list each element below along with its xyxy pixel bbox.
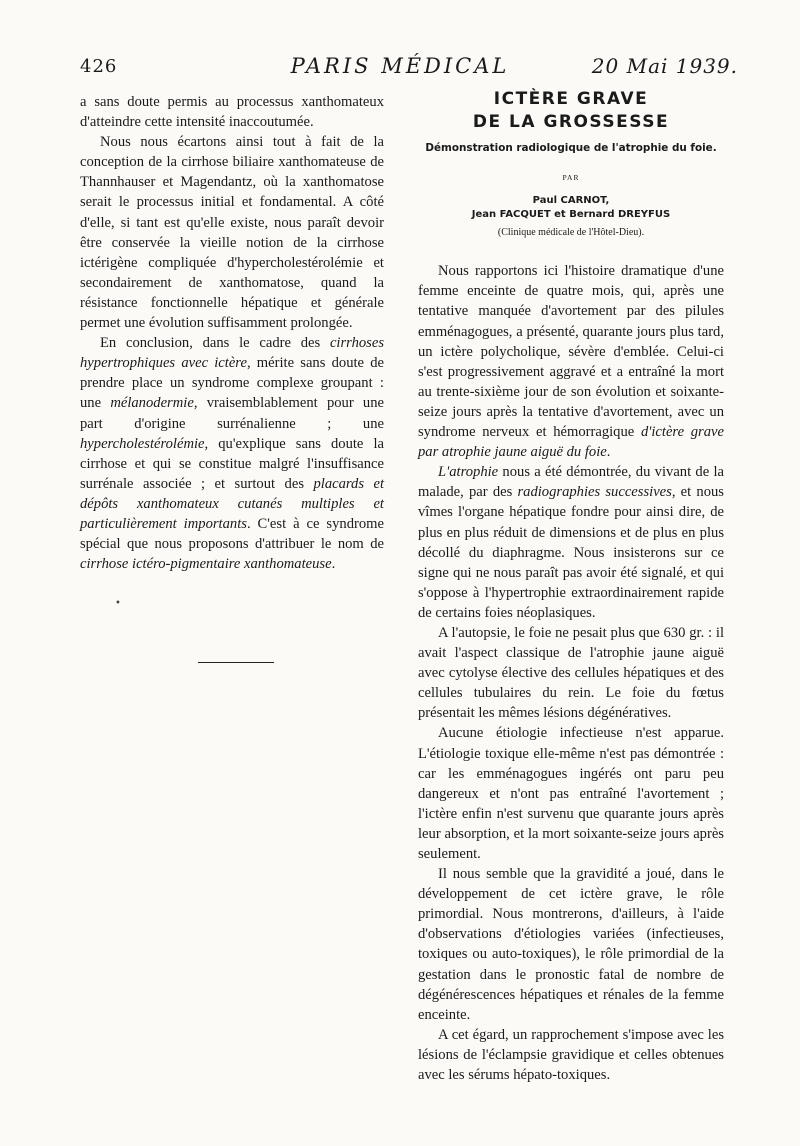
paragraph: a sans doute permis au processus xanthomateux d'atteindre cette intensité inaccoutumée. xyxy=(80,94,384,131)
text-run-italic: L'atrophie xyxy=(438,464,499,481)
text-run: . xyxy=(331,556,336,573)
byline-par: PAR xyxy=(562,173,580,183)
page-number: 426 xyxy=(80,56,118,77)
article-title-line1: ICTÈRE GRAVE xyxy=(493,89,649,109)
text-run-italic: d'ictère grave par atrophie jaune aiguë du foie xyxy=(418,424,724,461)
text-run: En conclusion, dans le cadre des xyxy=(100,335,330,352)
paragraph xyxy=(418,261,724,462)
author-line-2: Jean FACQUET et Bernard DREYFUS xyxy=(471,209,671,221)
text-run-italic: hypercholestérolémie xyxy=(80,435,205,452)
text-run-italic: cirrhose ictéro-pigmentaire xanthomateuse xyxy=(80,556,332,573)
text-run-italic: placards et dépôts xanthomateux cutanés multiples et particulièrement importants xyxy=(80,475,385,532)
text-run: nous a été démontrée, du vivant de la malade, par des xyxy=(418,464,724,501)
article-subtitle: Démonstration radiologique de l'atrophie du foie. xyxy=(425,142,717,154)
text-run: Nous rapportons ici l'histoire dramatique d'une femme enceinte de quatre mois, qui, après une tentative manquée d'avortement par des pilules emménagogues, a présenté, quarante jours plus tard, un ictère polycholique, sévère d'emblée. Celui-ci s'est progressivement aggravé et a entraîné la mort au trente-sixième jour de son évolution et soixante-seize jours après la tentative d'avortement, avec un syndrome nerveux et hémorragique xyxy=(418,263,724,441)
paragraph: A l'autopsie, le foie ne pesait plus que 630 gr. : il avait l'aspect classique de l'atrophie jaune aiguë avec cytolyse élective des cellules hépatiques et des cellules tubulaires du rein. Le foie du fœtus présentait les mêmes lésions dégénératives. xyxy=(418,624,724,722)
affiliation: (Clinique médicale de l'Hôtel-Dieu). xyxy=(497,227,645,239)
right-column xyxy=(418,88,724,1085)
paragraph: Aucune étiologie infectieuse n'est apparue. L'étiologie toxique elle-même n'est pas démontrée : car les emménagogues ingérés ont paru peu dangereux et n'ont pas entraîné l'avortement ; l'ictère enfin n'est survenu que quarante jours après leur absorption, et la mort soixante-seize jours après seulement. xyxy=(418,725,724,862)
article-title-line2: DE LA GROSSESSE xyxy=(472,112,670,132)
text-run: . xyxy=(606,444,611,461)
text-run-italic: cirrhoses hypertrophiques avec ictère xyxy=(80,335,384,372)
ink-speck: • xyxy=(115,598,121,609)
text-run: . C'est à ce syndrome spécial que nous proposons d'attribuer le nom de xyxy=(80,515,384,553)
paragraph: Il nous semble que la gravidité a joué, dans le développement de cet ictère grave, le rôle primordial. Nous montrerons, d'ailleurs, à l'aide d'observations d'étiologies variées (infectieuses, toxiques ou auto-toxiques), le rôle primordial de la gestation dans le pronostic fatal de nombre de dégénérescences hépatiques et rénales de la femme enceinte. xyxy=(418,866,724,1023)
text-run-italic: mélanodermie xyxy=(110,395,194,412)
paragraph: A cet égard, un rapprochement s'impose avec les lésions de l'éclampsie gravidique et celles obtenues avec les sérums hépato-toxiques. xyxy=(418,1026,724,1084)
author-line-1: Paul CARNOT, xyxy=(532,195,610,207)
paragraph-conclusion xyxy=(80,333,384,574)
text-run-italic: radiographies successives xyxy=(517,484,672,501)
issue-date: 20 Mai 1939. xyxy=(591,54,738,78)
left-column xyxy=(80,92,384,574)
page-header xyxy=(60,54,740,82)
text-run: , qu'explique sans doute la cirrhose et qui se constitue malgré l'insuffisance surrénale associée ; et surtout des xyxy=(80,435,384,492)
paragraph: Nous nous écartons ainsi tout à fait de la conception de la cirrhose biliaire xanthomateuse de Thannhauser et Magendantz, où la xanthomatose serait le processus initial et fondamental. A côté d'elle, si tant est qu'elle existe, nous paraît devoir être conservée la vieille notion de la cirrhose ictérigène compliquée d'hypercholestérolémie et secondairement de xanthomatose, quand la résistance fonctionnelle hépatique et générale permet une évolution suffisamment prolongée. xyxy=(80,134,384,332)
text-run: , vraisemblablement pour une part d'origine surrénalienne ; une xyxy=(80,395,384,432)
paragraph xyxy=(418,462,724,623)
journal-title: PARIS MÉDICAL xyxy=(290,54,510,78)
text-run: , et nous vîmes l'organe hépatique fondre pour ainsi dire, de plus en plus réduit de dimensions et de plus en plus décollé du diaphragme. Nous insisterons sur ce signe qui ne nous paraît pas avoir été signalé, et qui s'oppose à l'hypertrophie extraordinairement rapide de certains foies néoplasiques. xyxy=(418,484,724,621)
section-end-rule xyxy=(198,662,274,663)
text-run: , mérite sans doute de prendre place un syndrome complexe groupant : une xyxy=(80,355,384,412)
